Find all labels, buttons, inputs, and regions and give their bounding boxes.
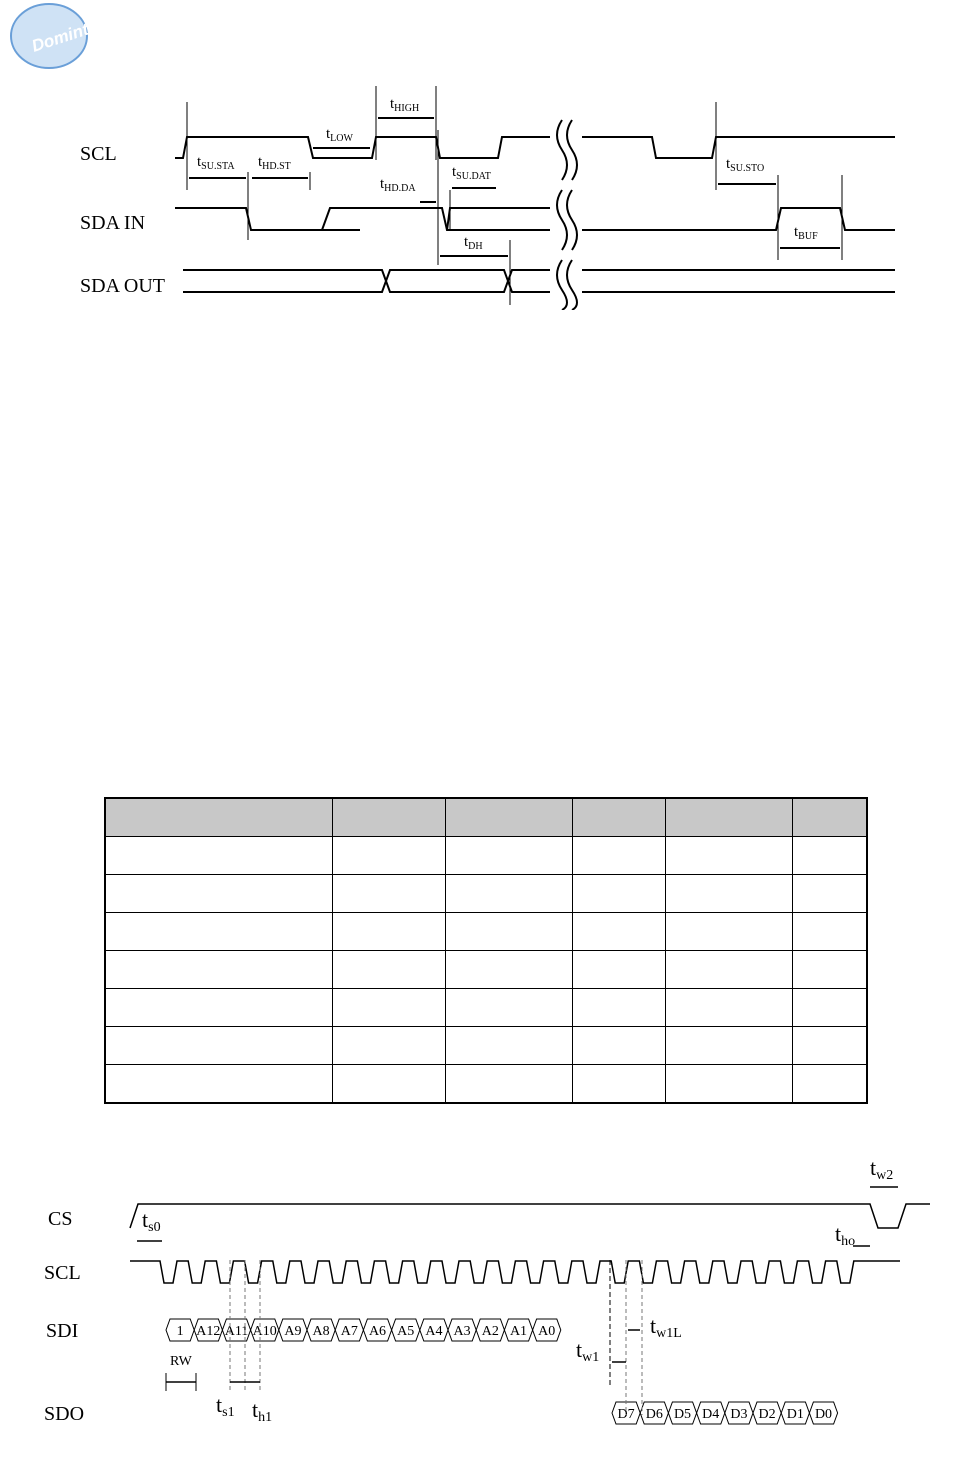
timing-label-tdh: $t_{DH}$ [464, 234, 483, 252]
sdo-bit-label: D4 [702, 1407, 720, 1422]
signal-label-scl: SCL [80, 143, 117, 165]
sda-in-waveform-c [447, 208, 550, 230]
sdo-bit-label: D7 [617, 1407, 635, 1422]
sdo-bits [612, 1402, 838, 1424]
sda-in-waveform [175, 208, 360, 230]
sdo-bit-label: D2 [758, 1407, 776, 1422]
table-cell [105, 875, 332, 913]
table-cell [445, 989, 572, 1027]
table-cell [332, 913, 445, 951]
table-cell [332, 837, 445, 875]
table-cell [105, 837, 332, 875]
table-cell [445, 1027, 572, 1065]
sdi-bit-label: 1 [176, 1324, 184, 1339]
sdi-bit-label: A5 [397, 1324, 415, 1339]
table-cell [665, 875, 792, 913]
scl-waveform-tail [582, 137, 895, 158]
table-cell [332, 951, 445, 989]
sdi-bit-label: A12 [196, 1324, 221, 1339]
table-header-cell [665, 798, 792, 837]
sdo-bit-label: D0 [814, 1407, 833, 1422]
timing-label-tsusto: $t_{SU.STO}$ [726, 156, 765, 174]
signal-label-spi-scl: SCL [44, 1262, 81, 1284]
timing-label-tho: tho [835, 1221, 856, 1249]
table-cell [665, 951, 792, 989]
table-cell [792, 875, 867, 913]
table-cell [105, 913, 332, 951]
table-cell [105, 1065, 332, 1104]
sdi-bit-label: A2 [481, 1324, 499, 1339]
sdo-bit-label: D1 [786, 1407, 804, 1422]
rw-label: RW [170, 1354, 192, 1369]
sdi-bit-label: A0 [538, 1324, 556, 1339]
table-cell [572, 951, 665, 989]
table-cell [445, 837, 572, 875]
signal-label-sdo: SDO [44, 1403, 85, 1425]
table-header-cell [792, 798, 867, 837]
reference-lines [187, 86, 842, 305]
table-header-cell [445, 798, 572, 837]
table-cell [792, 913, 867, 951]
table-cell [792, 1065, 867, 1104]
timing-label-tlow: $t_{LOW}$ [326, 126, 353, 144]
sdi-bit-label: A8 [312, 1324, 330, 1339]
sdi-bit-label: A10 [252, 1324, 277, 1339]
signal-label-sda-out: SDA OUT [80, 275, 166, 297]
timing-label-tsusta: $t_{SU.STA}$ [197, 154, 235, 172]
timing-label-tsudat: $t_{SU.DAT}$ [452, 164, 491, 182]
sda-in-waveform-tail [582, 208, 895, 230]
table-row [105, 913, 867, 951]
table-header-cell [572, 798, 665, 837]
table-cell [332, 1027, 445, 1065]
table-row [105, 989, 867, 1027]
signal-label-sdi: SDI [46, 1320, 79, 1342]
table-cell [572, 875, 665, 913]
table-cell [572, 989, 665, 1027]
table-cell [792, 951, 867, 989]
table-header-cell [105, 798, 332, 837]
timing-label-ts0: ts0 [142, 1207, 161, 1235]
table-cell [665, 989, 792, 1027]
sdi-bits [166, 1319, 561, 1341]
table-cell [665, 1065, 792, 1104]
table-row [105, 1065, 867, 1104]
timing-label-tw1l: tw1L [650, 1313, 682, 1341]
i2c-timing-diagram [70, 80, 910, 310]
signal-label-sda-in: SDA IN [80, 212, 146, 234]
table-cell [105, 951, 332, 989]
sdi-bit-label: A4 [425, 1324, 443, 1339]
table-cell [332, 875, 445, 913]
table-cell [105, 989, 332, 1027]
timing-label-thigh: $t_{HIGH}$ [390, 96, 420, 114]
timing-arrows [189, 118, 840, 256]
table-cell [105, 1027, 332, 1065]
cs-waveform [130, 1204, 930, 1228]
table-row [105, 875, 867, 913]
timing-label-tw1: tw1 [576, 1337, 600, 1365]
timing-label-thdda: $t_{HD.DA}$ [380, 176, 416, 194]
table-cell [665, 837, 792, 875]
table-cell [572, 1065, 665, 1104]
sda-out-waveform-bot [183, 270, 550, 292]
sdi-bit-label: A1 [509, 1324, 528, 1339]
spi-timing-arrows [137, 1187, 898, 1382]
timing-spec-table [104, 797, 868, 1104]
table-cell [445, 1065, 572, 1104]
table-cell [792, 837, 867, 875]
timing-label-thdst: $t_{HD.ST}$ [258, 154, 291, 172]
table-cell [572, 913, 665, 951]
domintech-logo [4, 0, 154, 72]
signal-label-cs: CS [48, 1208, 73, 1230]
table-header-row [105, 798, 867, 837]
timing-label-tw2: tw2 [870, 1155, 894, 1183]
table-cell [792, 989, 867, 1027]
table-row [105, 1027, 867, 1065]
sdi-bit-label: A11 [224, 1324, 249, 1339]
sda-out-waveform-top [183, 270, 550, 292]
logo-text: Domintech [29, 10, 119, 56]
spi-scl-waveform [130, 1261, 900, 1283]
table-row [105, 951, 867, 989]
sda-in-waveform-b [322, 208, 550, 230]
table-cell [332, 1065, 445, 1104]
table-cell [572, 837, 665, 875]
sdo-bit-label: D6 [645, 1407, 663, 1422]
table-cell [792, 1027, 867, 1065]
table-cell [572, 1027, 665, 1065]
sdo-bit-label: D3 [730, 1407, 748, 1422]
timing-label-tbuf: $t_{BUF}$ [794, 224, 818, 242]
table-cell [445, 875, 572, 913]
table-cell [445, 951, 572, 989]
table-cell [665, 1027, 792, 1065]
sdi-bit-label: A6 [368, 1324, 387, 1339]
timing-label-ts1: ts1 [216, 1392, 235, 1420]
table-cell [332, 989, 445, 1027]
sdi-bit-label: A7 [340, 1324, 358, 1339]
table-header-cell [332, 798, 445, 837]
timing-label-th1: th1 [252, 1397, 273, 1425]
table-cell [445, 913, 572, 951]
sdo-bit-label: D5 [673, 1407, 692, 1422]
sdi-bit-label: A9 [284, 1324, 302, 1339]
table-row [105, 837, 867, 875]
break-mark [557, 120, 577, 310]
spi-timing-diagram [30, 1145, 940, 1445]
table-cell [665, 913, 792, 951]
sdi-bit-label: A3 [453, 1324, 471, 1339]
